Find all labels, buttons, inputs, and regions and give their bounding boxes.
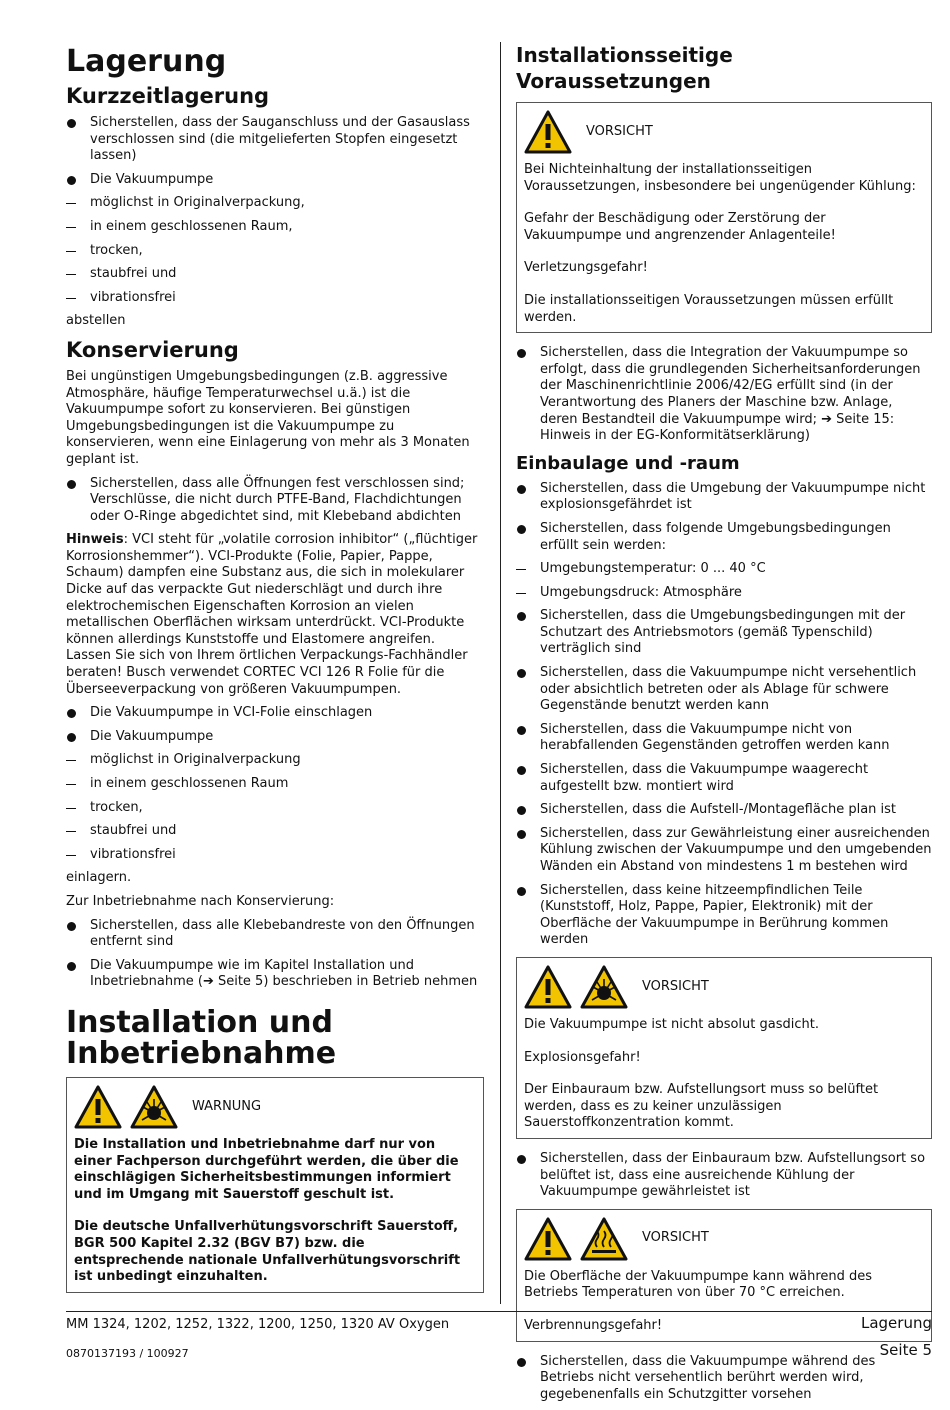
list-item: Sicherstellen, dass der Einbauraum bzw. Aufstellungsort so belüftet ist, dass eine ausreichende Kühlung der Vakuumpumpe gewährleistet ist xyxy=(516,1151,932,1201)
list-item: Umgebungstemperatur: 0 ... 40 °C xyxy=(516,561,932,578)
footer-divider xyxy=(66,1311,932,1312)
warning-box xyxy=(66,1077,484,1293)
caution-text: Die installationsseitigen Voraussetzungen müssen erfüllt werden. xyxy=(524,292,894,325)
caution-box-3-header xyxy=(524,1217,924,1261)
hinweis-label: Hinweis xyxy=(66,532,124,548)
warning-triangle-icon xyxy=(524,965,572,1009)
caution-text: Verletzungsgefahr! xyxy=(524,260,648,276)
kons-list-1 xyxy=(66,476,484,526)
hinweis-text: : VCI steht für „volatile corrosion inhibitor“ („flüchtiger Korrosionshemmer“). VCI-Produkte (Folie, Papier, Pappe, Schaum) dampfen eine Substanz aus, die sich in molekularer Dicke auf das verpackte Gut niederschlägt und durch ihre elektrochemischen Eigenschaften Korrosion an vielen metallischen Oberflächen wirksam unterdrückt. VCI-Produkte können allerdings Kunststoffe und Elastomere angreifen. Lassen Sie sich von Ihrem örtlichen Verpackungs-Fachhändler beraten! Busch verwendet CORTEC VCI 126 R Folie für die Überseeverpackung von größeren Vakuumpumpen. xyxy=(66,532,478,697)
list-item: trocken, xyxy=(66,800,484,817)
heading-konservierung: Konservierung xyxy=(66,337,239,362)
list-item: Die Vakuumpumpe xyxy=(66,729,484,746)
list-item: Sicherstellen, dass die Vakuumpumpe waagerecht aufgestellt bzw. montiert wird xyxy=(516,762,932,795)
list-item: Sicherstellen, dass die Umgebungsbedingungen mit der Schutzart des Antriebsmotors (gemäß Typenschild) verträglich sind xyxy=(516,608,932,658)
list-item: Die Vakuumpumpe in VCI-Folie einschlagen xyxy=(66,705,484,722)
list-item: in einem geschlossenen Raum, xyxy=(66,219,484,236)
list-item: Sicherstellen, dass folgende Umgebungsbedingungen erfüllt sein werden: xyxy=(516,521,932,554)
list-item: Sicherstellen, dass die Vakuumpumpe nicht von herabfallenden Gegenständen getroffen werden kann xyxy=(516,722,932,755)
konservierung-paragraph: Bei ungünstigen Umgebungsbedingungen (z.B. aggressive Atmosphäre, häufige Temperaturwechsel u.ä.) ist die Vakuumpumpe sofort zu konservieren. Bei günstigen Umgebungsbedingungen ist die Vakuumpumpe zu konservieren, wenn eine Einlagerung von mehr als 3 Monaten geplant ist. xyxy=(66,368,470,467)
list-item: Die Vakuumpumpe wie im Kapitel Installation und Inbetriebnahme (➔ Seite 5) beschrieben in Betrieb nehmen xyxy=(66,958,484,991)
footer-page-number: Seite 5 xyxy=(879,1341,932,1359)
kons-after-text: Zur Inbetriebnahme nach Konservierung: xyxy=(66,893,335,909)
column-divider xyxy=(500,42,501,1304)
warning-text-1: Die Installation und Inbetriebnahme darf nur von einer Fachperson durchgeführt werden, die über die einschlägigen Sicherheitsbestimmungen informiert und im Umgang mit Sauerstoff geschult ist. xyxy=(74,1136,459,1202)
caution-title: VORSICHT xyxy=(642,978,709,994)
heading-installation: Installation und Inbetriebnahme xyxy=(66,1004,337,1071)
list-item: Sicherstellen, dass die Umgebung der Vakuumpumpe nicht explosionsgefährdet ist xyxy=(516,481,932,514)
caution-text: Bei Nichteinhaltung der installationsseitigen Voraussetzungen, insbesondere bei ungenügender Kühlung: xyxy=(524,162,916,194)
warning-triangle-icon xyxy=(524,110,572,154)
left-column xyxy=(66,42,484,1305)
list-item: Sicherstellen, dass alle Öffnungen fest verschlossen sind; Verschlüsse, die nicht durch PTFE-Band, Flachdichtungen oder O-Ringe abgedichtet sind, mit Klebeband abdichten xyxy=(66,476,484,526)
warning-box-header xyxy=(74,1085,476,1129)
kons-list-2 xyxy=(66,705,484,863)
list-item: trocken, xyxy=(66,243,484,260)
list-item: vibrationsfrei xyxy=(66,290,484,307)
list-item: staubfrei und xyxy=(66,266,484,283)
list-item: Sicherstellen, dass die Aufstell-/Montagefläche plan ist xyxy=(516,802,932,819)
caution-title: VORSICHT xyxy=(642,1230,709,1246)
kons-list-3 xyxy=(66,918,484,991)
warning-text-2: Die deutsche Unfallverhütungsvorschrift Sauerstoff, BGR 500 Kapitel 2.32 (BGV B7) bzw. die entsprechende nationale Unfallverhütungsvorschrift ist unbedingt einzuhalten. xyxy=(74,1219,461,1285)
kurz-end-text: abstellen xyxy=(66,313,126,329)
caution-box-2-header xyxy=(524,965,924,1009)
list-item: möglichst in Originalverpackung xyxy=(66,752,484,769)
warning-triangle-icon xyxy=(524,1217,572,1261)
list-item: Sicherstellen, dass alle Klebebandreste von den Öffnungen entfernt sind xyxy=(66,918,484,951)
hinweis-paragraph xyxy=(66,532,484,698)
caution-text: Die Oberfläche der Vakuumpumpe kann während des Betriebs Temperaturen von über 70 °C erreichen. xyxy=(524,1268,873,1301)
list-item: Sicherstellen, dass die Integration der Vakuumpumpe so erfolgt, dass die grundlegenden Sicherheitsanforderungen der Maschinenrichtlinie 2006/42/EG erfüllt sind (in der Verantwortung des Planers der Maschine bzw. Anlage, deren Bestandteil die Vakuumpumpe wird; ➔ Seite 15: Hinweis in der EG-Konformitätserklärung) xyxy=(516,345,932,445)
list-item: Sicherstellen, dass keine hitzeempfindlichen Teile (Kunststoff, Holz, Pappe, Papier, Elektronik) mit der Oberfläche der Vakuumpumpe in Berührung kommen werden xyxy=(516,883,932,949)
list-item: Sicherstellen, dass der Sauganschluss und der Gasauslass verschlossen sind (die mitgelieferten Stopfen eingesetzt lassen) xyxy=(66,115,484,165)
list-item: Die Vakuumpumpe xyxy=(66,172,484,189)
einbau-list xyxy=(516,481,932,949)
caution-title: VORSICHT xyxy=(586,123,653,139)
caution-text: Gefahr der Beschädigung oder Zerstörung der Vakuumpumpe und angrenzender Anlagenteile! xyxy=(524,211,836,243)
heading-installationsseitige-voraussetzungen: Installationsseitige Voraussetzungen xyxy=(516,43,733,93)
caution-box-1 xyxy=(516,102,932,333)
belueftung-list xyxy=(516,1151,932,1201)
warning-title: WARNUNG xyxy=(192,1098,262,1114)
list-item: möglichst in Originalverpackung, xyxy=(66,195,484,212)
explosive-hazard-icon xyxy=(580,965,628,1009)
right-column xyxy=(516,42,932,1410)
list-item: Sicherstellen, dass zur Gewährleistung einer ausreichenden Kühlung zwischen der Vakuumpumpe und den umgebenden Wänden ein Abstand von mindestens 1 m bestehen wird xyxy=(516,826,932,876)
heading-lagerung: Lagerung xyxy=(66,44,227,79)
list-item: Sicherstellen, dass die Vakuumpumpe während des Betriebs nicht versehentlich berührt werden wird, gegebenenfalls ein Schutzgitter vorsehen xyxy=(516,1354,932,1404)
caution-box-2 xyxy=(516,957,932,1139)
explosive-hazard-icon xyxy=(130,1085,178,1129)
list-item: vibrationsfrei xyxy=(66,847,484,864)
list-item: staubfrei und xyxy=(66,823,484,840)
kons-end-text: einlagern. xyxy=(66,870,132,886)
heading-einbaulage: Einbaulage und -raum xyxy=(516,452,740,474)
integration-list xyxy=(516,345,932,445)
list-item: Sicherstellen, dass die Vakuumpumpe nicht versehentlich oder absichtlich betreten oder als Ablage für schwere Gegenstände benutzt werden kann xyxy=(516,665,932,715)
list-item: Umgebungsdruck: Atmosphäre xyxy=(516,585,932,602)
footer-section: Lagerung xyxy=(860,1314,932,1332)
caution-text: Explosionsgefahr! xyxy=(524,1049,641,1065)
footer-docnumber: 0870137193 / 100927 xyxy=(66,1347,189,1360)
hot-surface-icon xyxy=(580,1217,628,1261)
caution-text: Die Vakuumpumpe ist nicht absolut gasdicht. xyxy=(524,1016,819,1032)
caution-box-1-header xyxy=(524,110,924,154)
heading-kurzzeitlagerung: Kurzzeitlagerung xyxy=(66,84,270,108)
caution-text: Verbrennungsgefahr! xyxy=(524,1317,663,1333)
list-item: in einem geschlossenen Raum xyxy=(66,776,484,793)
schutzgitter-list xyxy=(516,1354,932,1404)
footer-models: MM 1324, 1202, 1252, 1322, 1200, 1250, 1320 AV Oxygen xyxy=(66,1317,450,1332)
kurz-list xyxy=(66,115,484,306)
caution-text: Der Einbauraum bzw. Aufstellungsort muss so belüftet werden, dass es zu keiner unzulässigen Sauerstoffkonzentration kommt. xyxy=(524,1082,879,1131)
warning-triangle-icon xyxy=(74,1085,122,1129)
